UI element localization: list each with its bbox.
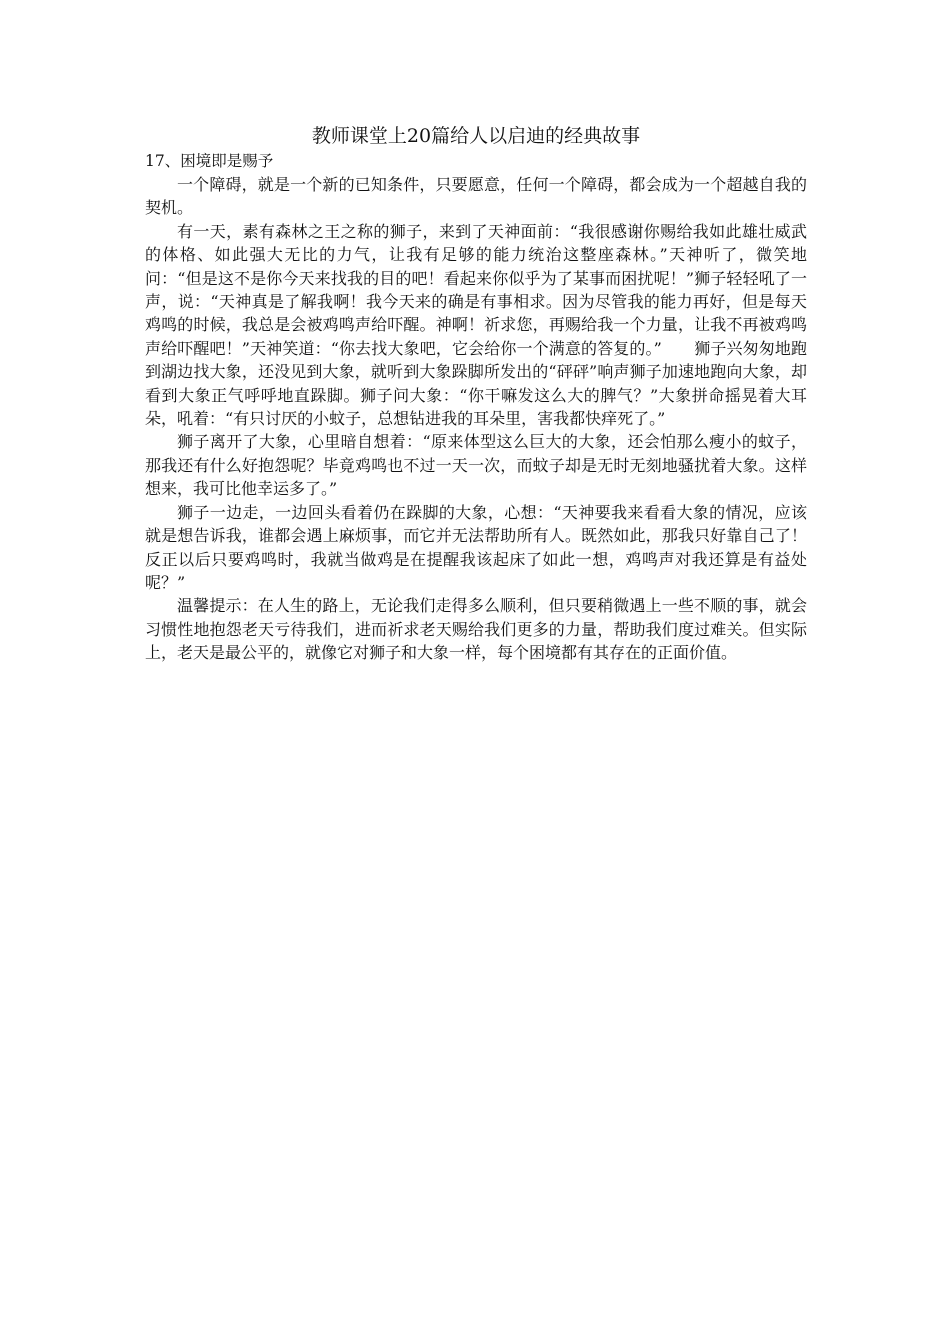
paragraph-intro: 一个障碍，就是一个新的已知条件，只要愿意，任何一个障碍，都会成为一个超越自我的契机。 <box>145 175 807 218</box>
document-page <box>145 124 807 665</box>
paragraph-warm-tip: 温馨提示：在人生的路上，无论我们走得多么顺利，但只要稍微遇上一些不顺的事，就会习惯性地抱怨老天亏待我们，进而祈求老天赐给我们更多的力量，帮助我们度过难关。但实际上，老天是最公平的，就像它对狮子和大象一样，每个困境都有其存在的正面价值。 <box>145 596 807 663</box>
section-heading: 17、困境即是赐予 <box>145 152 274 170</box>
document-title: 教师课堂上20篇给人以启迪的经典故事 <box>311 125 641 147</box>
paragraph-lion-realizes: 狮子一边走，一边回头看着仍在跺脚的大象，心想：“天神要我来看看大象的情况，应该就是想告诉我，谁都会遇上麻烦事，而它并无法帮助所有人。既然如此，那我只好靠自己了！反正以后只要鸡鸣时，我就当做鸡是在提醒我该起床了如此一想，鸡鸣声对我还算是有益处呢？” <box>145 502 807 592</box>
paragraph-story-lion-and-god: 有一天，素有森林之王之称的狮子，来到了天神面前：“我很感谢你赐给我如此雄壮威武的体格、如此强大无比的力气，让我有足够的能力统治这整座森林。”天神听了，微笑地问：“但是这不是你今天来找我的目的吧！看起来你似乎为了某事而困扰呢！”狮子轻轻吼了一声，说：“天神真是了解我啊！我今天来的确是有事相求。因为尽管我的能力再好，但是每天鸡鸣的时候，我总是会被鸡鸣声给吓醒。神啊！祈求您，再赐给我一个力量，让我不再被鸡鸣声给吓醒吧！”天神笑道：“你去找大象吧，它会给你一个满意的答复的。” 狮子兴匆匆地跑到湖边找大象，还没见到大象，就听到大象跺脚所发出的“砰砰”响声狮子加速地跑向大象，却看到大象正气呼呼地直跺脚。狮子问大象：“你干嘛发这么大的脾气？”大象拼命摇晃着大耳朵，吼着：“有只讨厌的小蚊子，总想钻进我的耳朵里，害我都快痒死了。” <box>145 221 807 429</box>
paragraph-lion-reflects: 狮子离开了大象，心里暗自想着：“原来体型这么巨大的大象，还会怕那么瘦小的蚊子，那我还有什么好抱怨呢？毕竟鸡鸣也不过一天一次，而蚊子却是无时无刻地骚扰着大象。这样想来，我可比他幸运多了。” <box>145 432 807 499</box>
